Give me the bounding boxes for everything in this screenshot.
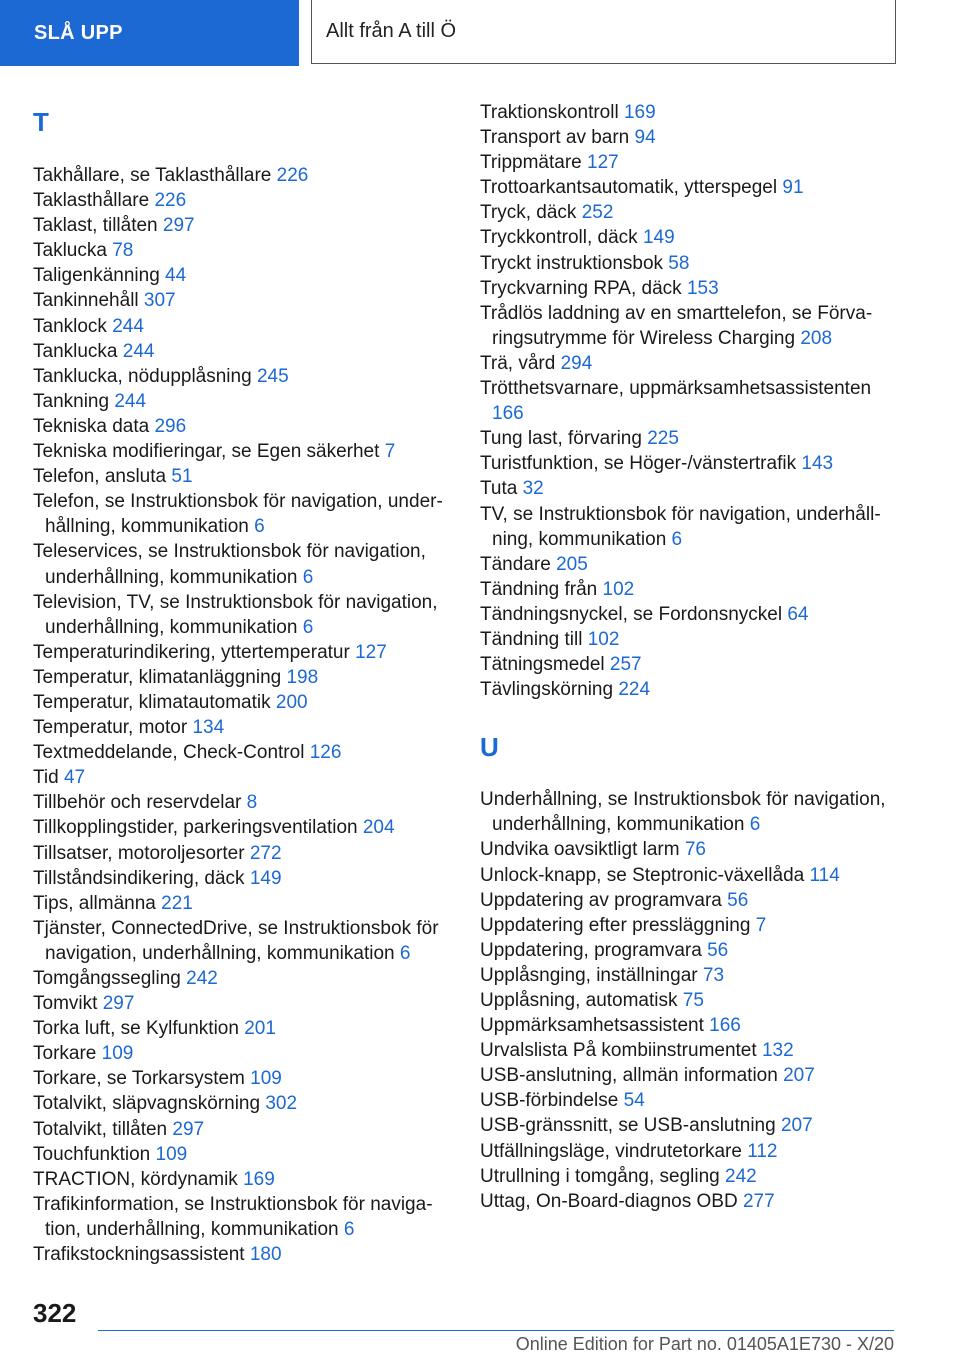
index-entry <box>480 125 900 150</box>
page-reference-link[interactable]: 6 <box>343 1218 355 1240</box>
index-entry-text: Underhållning, se Instruktionsbok för navigation, underhållning, kommunikation <box>480 789 886 836</box>
index-entry-text: Unlock-knapp, se Steptronic-växellåda <box>480 864 805 886</box>
index-entry <box>480 602 900 627</box>
index-entry <box>480 652 900 677</box>
section-letter-t: T <box>33 107 49 137</box>
page-reference-link[interactable]: 126 <box>309 742 342 764</box>
page-reference-link[interactable]: 102 <box>602 578 635 600</box>
index-entry <box>480 963 900 988</box>
page-reference-link[interactable]: 257 <box>609 654 642 676</box>
page-reference-link[interactable]: 127 <box>587 152 619 174</box>
index-entry <box>33 690 453 715</box>
index-entry-text: Trötthetsvarnare, uppmärksamhetsassistenten <box>480 378 872 400</box>
index-entry <box>480 225 900 250</box>
page-reference-link[interactable]: 6 <box>399 942 411 964</box>
page-reference-link[interactable]: 75 <box>682 990 704 1011</box>
page-reference-link[interactable]: 56 <box>707 939 729 961</box>
index-entry-text: Uppdatering av programvara <box>480 889 722 911</box>
index-entry <box>33 364 453 389</box>
index-entry-text: Tryckt instruktionsbok <box>480 252 664 274</box>
index-entry-text: Tillkopplingstider, parkeringsventilation <box>33 817 358 839</box>
page-reference-link[interactable]: 149 <box>642 227 675 249</box>
page-reference-link[interactable]: 112 <box>747 1140 778 1162</box>
index-entry-text: Uppdatering efter pressläggning <box>480 914 751 936</box>
page-reference-link[interactable]: 225 <box>647 428 679 450</box>
page-reference-link[interactable]: 32 <box>522 478 544 500</box>
page-reference-link[interactable]: 109 <box>155 1143 188 1165</box>
index-entry-text: Utfällningsläge, vindrutetorkare <box>480 1140 742 1162</box>
page-reference-link[interactable]: 7 <box>384 441 396 463</box>
index-entry-text: Totalvikt, släpvagnskörning <box>33 1093 261 1115</box>
page-reference-link[interactable]: 143 <box>801 453 834 475</box>
index-entry-text: Upplåsnging, inställningar <box>480 964 698 986</box>
index-entry-text: Touchfunktion <box>33 1143 151 1165</box>
index-entry <box>480 888 900 913</box>
index-entry <box>480 1063 900 1088</box>
page-reference-link[interactable]: 56 <box>727 889 749 911</box>
index-entry <box>33 314 453 339</box>
index-entry-text: Tryckvarning RPA, däck <box>480 277 682 299</box>
index-entry-text: Tändning till <box>480 628 583 650</box>
index-entry-text: Undvika oavsiktligt larm <box>480 839 680 861</box>
index-entry <box>33 740 453 765</box>
index-entry-text: Tung last, förvaring <box>480 428 642 450</box>
page-reference-link[interactable]: 102 <box>587 628 620 650</box>
index-entry <box>480 1164 900 1189</box>
index-entry <box>33 1066 453 1091</box>
index-entry-text: Trottoarkantsautomatik, ytterspegel <box>480 177 778 199</box>
index-entry <box>480 1189 900 1214</box>
index-entry <box>33 665 453 690</box>
page-reference-link[interactable]: 64 <box>787 603 809 625</box>
index-entry-text: Taligenkänning <box>33 265 160 287</box>
index-entry-text: Temperatur, motor <box>33 717 188 739</box>
page-reference-link[interactable]: 226 <box>276 165 309 186</box>
index-entry <box>33 1192 453 1242</box>
page-reference-link[interactable]: 277 <box>742 1190 775 1212</box>
page-reference-link[interactable]: 6 <box>254 516 265 538</box>
index-entry <box>33 539 453 589</box>
index-entry <box>480 502 900 552</box>
index-entry-text: USB-anslutning, allmän information <box>480 1065 778 1087</box>
page-reference-link[interactable]: 54 <box>623 1090 645 1112</box>
index-entry <box>480 1088 900 1113</box>
page-reference-link[interactable]: 242 <box>725 1165 757 1187</box>
page-number: 322 <box>33 1298 77 1328</box>
page-reference-link[interactable]: 132 <box>761 1040 794 1062</box>
page-reference-link[interactable]: 244 <box>112 315 144 337</box>
index-entry-text: Taklast, tillåten <box>33 215 158 237</box>
index-entry-text: Tips, allmänna <box>33 892 156 914</box>
page-reference-link[interactable]: 6 <box>749 814 761 836</box>
index-entry <box>480 863 900 888</box>
index-entry-text: Tätningsmedel <box>480 654 605 676</box>
index-entry-text: Upplåsning, automatisk <box>480 990 678 1011</box>
page-header <box>0 0 960 66</box>
index-entry <box>33 489 453 539</box>
page-reference-link[interactable]: 109 <box>250 1068 282 1090</box>
footer-divider <box>98 1330 894 1331</box>
index-entry-text: USB-förbindelse <box>480 1090 619 1112</box>
page-reference-link[interactable]: 244 <box>122 340 155 362</box>
page-reference-link[interactable]: 252 <box>581 202 614 224</box>
index-entry <box>480 677 900 702</box>
index-entry <box>33 263 453 288</box>
index-entry <box>480 476 900 501</box>
page-reference-link[interactable]: 272 <box>249 842 282 864</box>
index-entry <box>480 1038 900 1063</box>
index-entry-text: Tryck, däck <box>480 202 577 224</box>
index-entry-text: Trafikinformation, se Instruktionsbok för navigation, underhållning, kommunikation <box>33 1193 433 1240</box>
page-reference-link[interactable]: 245 <box>256 365 289 387</box>
index-entry-text: Trä, vård <box>480 352 556 374</box>
index-entry-text: Tuta <box>480 478 518 500</box>
index-entry-text: Temperatur, klimatautomatik <box>33 691 271 713</box>
page-reference-link[interactable]: 78 <box>112 240 134 262</box>
index-entry <box>33 1167 453 1192</box>
index-entry <box>33 389 453 414</box>
index-list-u <box>480 787 900 1214</box>
index-entry-text: Torkare, se Torkarsystem <box>33 1068 245 1090</box>
page-reference-link[interactable]: 153 <box>686 277 719 299</box>
index-entry-text: Tryckkontroll, däck <box>480 227 638 249</box>
index-entry-text: Tävlingskörning <box>480 679 614 701</box>
index-entry-text: Trafikstockningsassistent <box>33 1244 245 1266</box>
page-reference-link[interactable]: 226 <box>154 190 187 212</box>
index-column-right <box>480 100 900 1214</box>
index-entry <box>480 426 900 451</box>
index-entry-text: Taklucka <box>33 240 107 262</box>
page-reference-link[interactable]: 205 <box>556 553 588 575</box>
index-entry <box>480 787 900 837</box>
page-reference-link[interactable]: 114 <box>809 864 840 886</box>
page-reference-link[interactable]: 198 <box>286 666 319 688</box>
index-entry <box>480 913 900 938</box>
page-reference-link[interactable]: 73 <box>702 964 725 986</box>
index-entry-text: Taklasthållare <box>33 190 150 212</box>
index-entry <box>480 376 900 426</box>
index-entry-text: Trådlös laddning av en smarttelefon, se Förvaringsutrymme för Wireless Charging <box>480 302 873 349</box>
index-entry-text: Tillsatser, motoroljesorter <box>33 842 245 864</box>
index-entry-text: TRACTION, kördynamik <box>33 1168 238 1190</box>
page-reference-link[interactable]: 94 <box>634 127 656 149</box>
index-entry-text: Telefon, ansluta <box>33 466 167 488</box>
index-entry <box>33 464 453 489</box>
index-entry <box>480 552 900 577</box>
index-entry <box>33 866 453 891</box>
index-entry-text: Trippmätare <box>480 152 582 174</box>
page-reference-link[interactable]: 297 <box>162 215 195 237</box>
index-entry <box>33 1117 453 1142</box>
index-entry-text: Temperatur, klimatanläggning <box>33 666 282 688</box>
index-entry-text: Tändningsnyckel, se Fordonsnyckel <box>480 603 783 625</box>
index-entry-text: TV, se Instruktionsbok för navigation, underhållning, kommunikation <box>480 503 881 550</box>
page-reference-link[interactable]: 244 <box>114 390 147 412</box>
index-entry-text: Tändning från <box>480 578 598 600</box>
page-reference-link[interactable]: 44 <box>165 265 187 287</box>
index-entry-text: Utrullning i tomgång, segling <box>480 1165 720 1187</box>
index-entry-text: Tanklucka, nödupplåsning <box>33 365 252 387</box>
index-entry <box>33 163 453 188</box>
index-list-t-continued <box>480 100 900 702</box>
index-entry-text: Tjänster, ConnectedDrive, se Instruktionsbok för navigation, underhållning, kommunikation <box>33 917 439 964</box>
index-entry-text: Textmeddelande, Check-Control <box>33 742 305 764</box>
index-entry <box>33 288 453 313</box>
index-entry-text: Tekniska modifieringar, se Egen säkerhet <box>33 441 380 463</box>
index-entry <box>480 100 900 125</box>
page-reference-link[interactable]: 169 <box>623 102 656 123</box>
page-reference-link[interactable]: 47 <box>63 767 86 789</box>
page-reference-link[interactable]: 221 <box>161 892 193 914</box>
index-entry <box>480 1139 900 1164</box>
index-entry-text: Transport av barn <box>480 127 630 149</box>
page-reference-link[interactable]: 166 <box>492 403 524 425</box>
index-entry <box>480 351 900 376</box>
index-entry <box>480 251 900 276</box>
index-entry-text: Television, TV, se Instruktionsbok för navigation, underhållning, kommunikation <box>33 591 438 638</box>
index-entry <box>480 276 900 301</box>
index-entry-text: Takhållare, se Taklasthållare <box>33 165 272 186</box>
index-entry <box>33 1041 453 1066</box>
index-entry <box>33 991 453 1016</box>
index-entry <box>33 765 453 790</box>
index-entry <box>480 938 900 963</box>
page-reference-link[interactable]: 180 <box>249 1244 282 1266</box>
index-entry <box>33 640 453 665</box>
page-reference-link[interactable]: 6 <box>671 528 683 550</box>
index-entry-text: Tillbehör och reservdelar <box>33 792 242 814</box>
index-entry <box>480 627 900 652</box>
page-reference-link[interactable]: 8 <box>246 792 258 814</box>
page-reference-link[interactable]: 242 <box>186 968 218 989</box>
index-entry <box>33 339 453 364</box>
index-entry <box>33 815 453 840</box>
chapter-title: Allt från A till Ö <box>311 0 896 64</box>
index-entry <box>480 200 900 225</box>
page-reference-link[interactable]: 149 <box>249 867 282 889</box>
index-entry <box>480 1113 900 1138</box>
index-entry <box>33 213 453 238</box>
page-reference-link[interactable]: 58 <box>668 252 690 274</box>
index-entry-text: Tillståndsindikering, däck <box>33 867 245 889</box>
index-list-t <box>33 163 453 1267</box>
index-entry-text: Torkare <box>33 1043 97 1065</box>
index-entry-text: Temperaturindikering, yttertemperatur <box>33 641 350 663</box>
index-entry <box>33 841 453 866</box>
index-entry <box>33 238 453 263</box>
page-reference-link[interactable]: 296 <box>154 415 187 437</box>
index-entry-text: Tankinnehåll <box>33 290 139 312</box>
page-reference-link[interactable]: 201 <box>244 1018 276 1040</box>
index-entry <box>33 1242 453 1267</box>
page-reference-link[interactable]: 207 <box>780 1115 813 1137</box>
index-entry-text: Tid <box>33 767 59 789</box>
index-entry <box>480 175 900 200</box>
index-entry <box>33 966 453 991</box>
index-entry-text: Torka luft, se Kylfunktion <box>33 1018 239 1040</box>
lookup-tab[interactable]: SLÅ UPP <box>0 0 299 66</box>
index-entry <box>33 590 453 640</box>
index-entry <box>33 1016 453 1041</box>
page-reference-link[interactable]: 7 <box>755 914 767 936</box>
index-entry-text: Uppmärksamhetsassistent <box>480 1015 704 1037</box>
index-entry-text: Tankning <box>33 390 110 412</box>
index-entry-text: Traktionskontroll <box>480 102 619 123</box>
index-entry <box>480 1013 900 1038</box>
page-reference-link[interactable]: 307 <box>143 290 176 312</box>
index-entry-text: Tomvikt <box>33 993 98 1015</box>
page-reference-link[interactable]: 166 <box>709 1015 741 1037</box>
index-entry-text: Uttag, On-Board-diagnos OBD <box>480 1190 738 1212</box>
section-letter-u: U <box>480 732 499 763</box>
index-entry <box>480 301 900 351</box>
index-entry-text: Tekniska data <box>33 415 150 437</box>
index-entry <box>480 837 900 862</box>
index-entry <box>33 715 453 740</box>
index-entry <box>480 577 900 602</box>
page-reference-link[interactable]: 6 <box>302 616 314 638</box>
index-entry <box>33 188 453 213</box>
page-reference-link[interactable]: 200 <box>275 691 308 713</box>
index-entry-text: Teleservices, se Instruktionsbok för navigation, underhållning, kommunikation <box>33 541 426 588</box>
index-entry <box>480 150 900 175</box>
index-entry-text: Totalvikt, tillåten <box>33 1118 168 1140</box>
index-entry <box>33 1142 453 1167</box>
page-reference-link[interactable]: 51 <box>171 466 193 488</box>
page-reference-link[interactable]: 109 <box>101 1043 134 1065</box>
index-entry <box>33 891 453 916</box>
page-reference-link[interactable]: 134 <box>192 717 225 739</box>
index-entry <box>480 451 900 476</box>
index-entry-text: USB-gränssnitt, se USB-anslutning <box>480 1115 776 1137</box>
index-entry-text: Tanklock <box>33 315 107 337</box>
page-reference-link[interactable]: 297 <box>102 993 135 1015</box>
page-reference-link[interactable]: 204 <box>362 817 395 839</box>
index-column-left <box>33 100 453 1267</box>
index-entry <box>33 439 453 464</box>
index-entry-text: Telefon, se Instruktionsbok för navigation, underhållning, kommunikation <box>33 491 443 538</box>
page-reference-link[interactable]: 224 <box>618 679 651 701</box>
index-entry-text: Turistfunktion, se Höger-/vänstertrafik <box>480 453 797 475</box>
page-reference-link[interactable]: 207 <box>783 1065 815 1087</box>
index-entry-text: Urvalslista På kombiinstrumentet <box>480 1040 757 1062</box>
index-entry-text: Tomgångssegling <box>33 968 181 989</box>
page-reference-link[interactable]: 169 <box>243 1168 275 1190</box>
page-reference-link[interactable]: 208 <box>800 327 833 349</box>
index-entry <box>480 988 900 1013</box>
edition-note: Online Edition for Part no. 01405A1E730 - X/20 <box>515 1334 894 1354</box>
index-entry-text: Uppdatering, programvara <box>480 939 702 961</box>
page-reference-link[interactable]: 6 <box>302 566 314 588</box>
index-entry-text: Tändare <box>480 553 551 575</box>
page-reference-link[interactable]: 127 <box>355 641 387 663</box>
page-reference-link[interactable]: 297 <box>172 1118 205 1140</box>
index-entry <box>33 790 453 815</box>
page-reference-link[interactable]: 294 <box>560 352 593 374</box>
index-entry <box>33 414 453 439</box>
index-entry-text: Tanklucka <box>33 340 118 362</box>
page-reference-link[interactable]: 302 <box>265 1093 298 1115</box>
page-reference-link[interactable]: 91 <box>782 177 804 199</box>
page-reference-link[interactable]: 76 <box>684 839 706 861</box>
index-entry <box>33 1091 453 1116</box>
index-entry <box>33 916 453 966</box>
